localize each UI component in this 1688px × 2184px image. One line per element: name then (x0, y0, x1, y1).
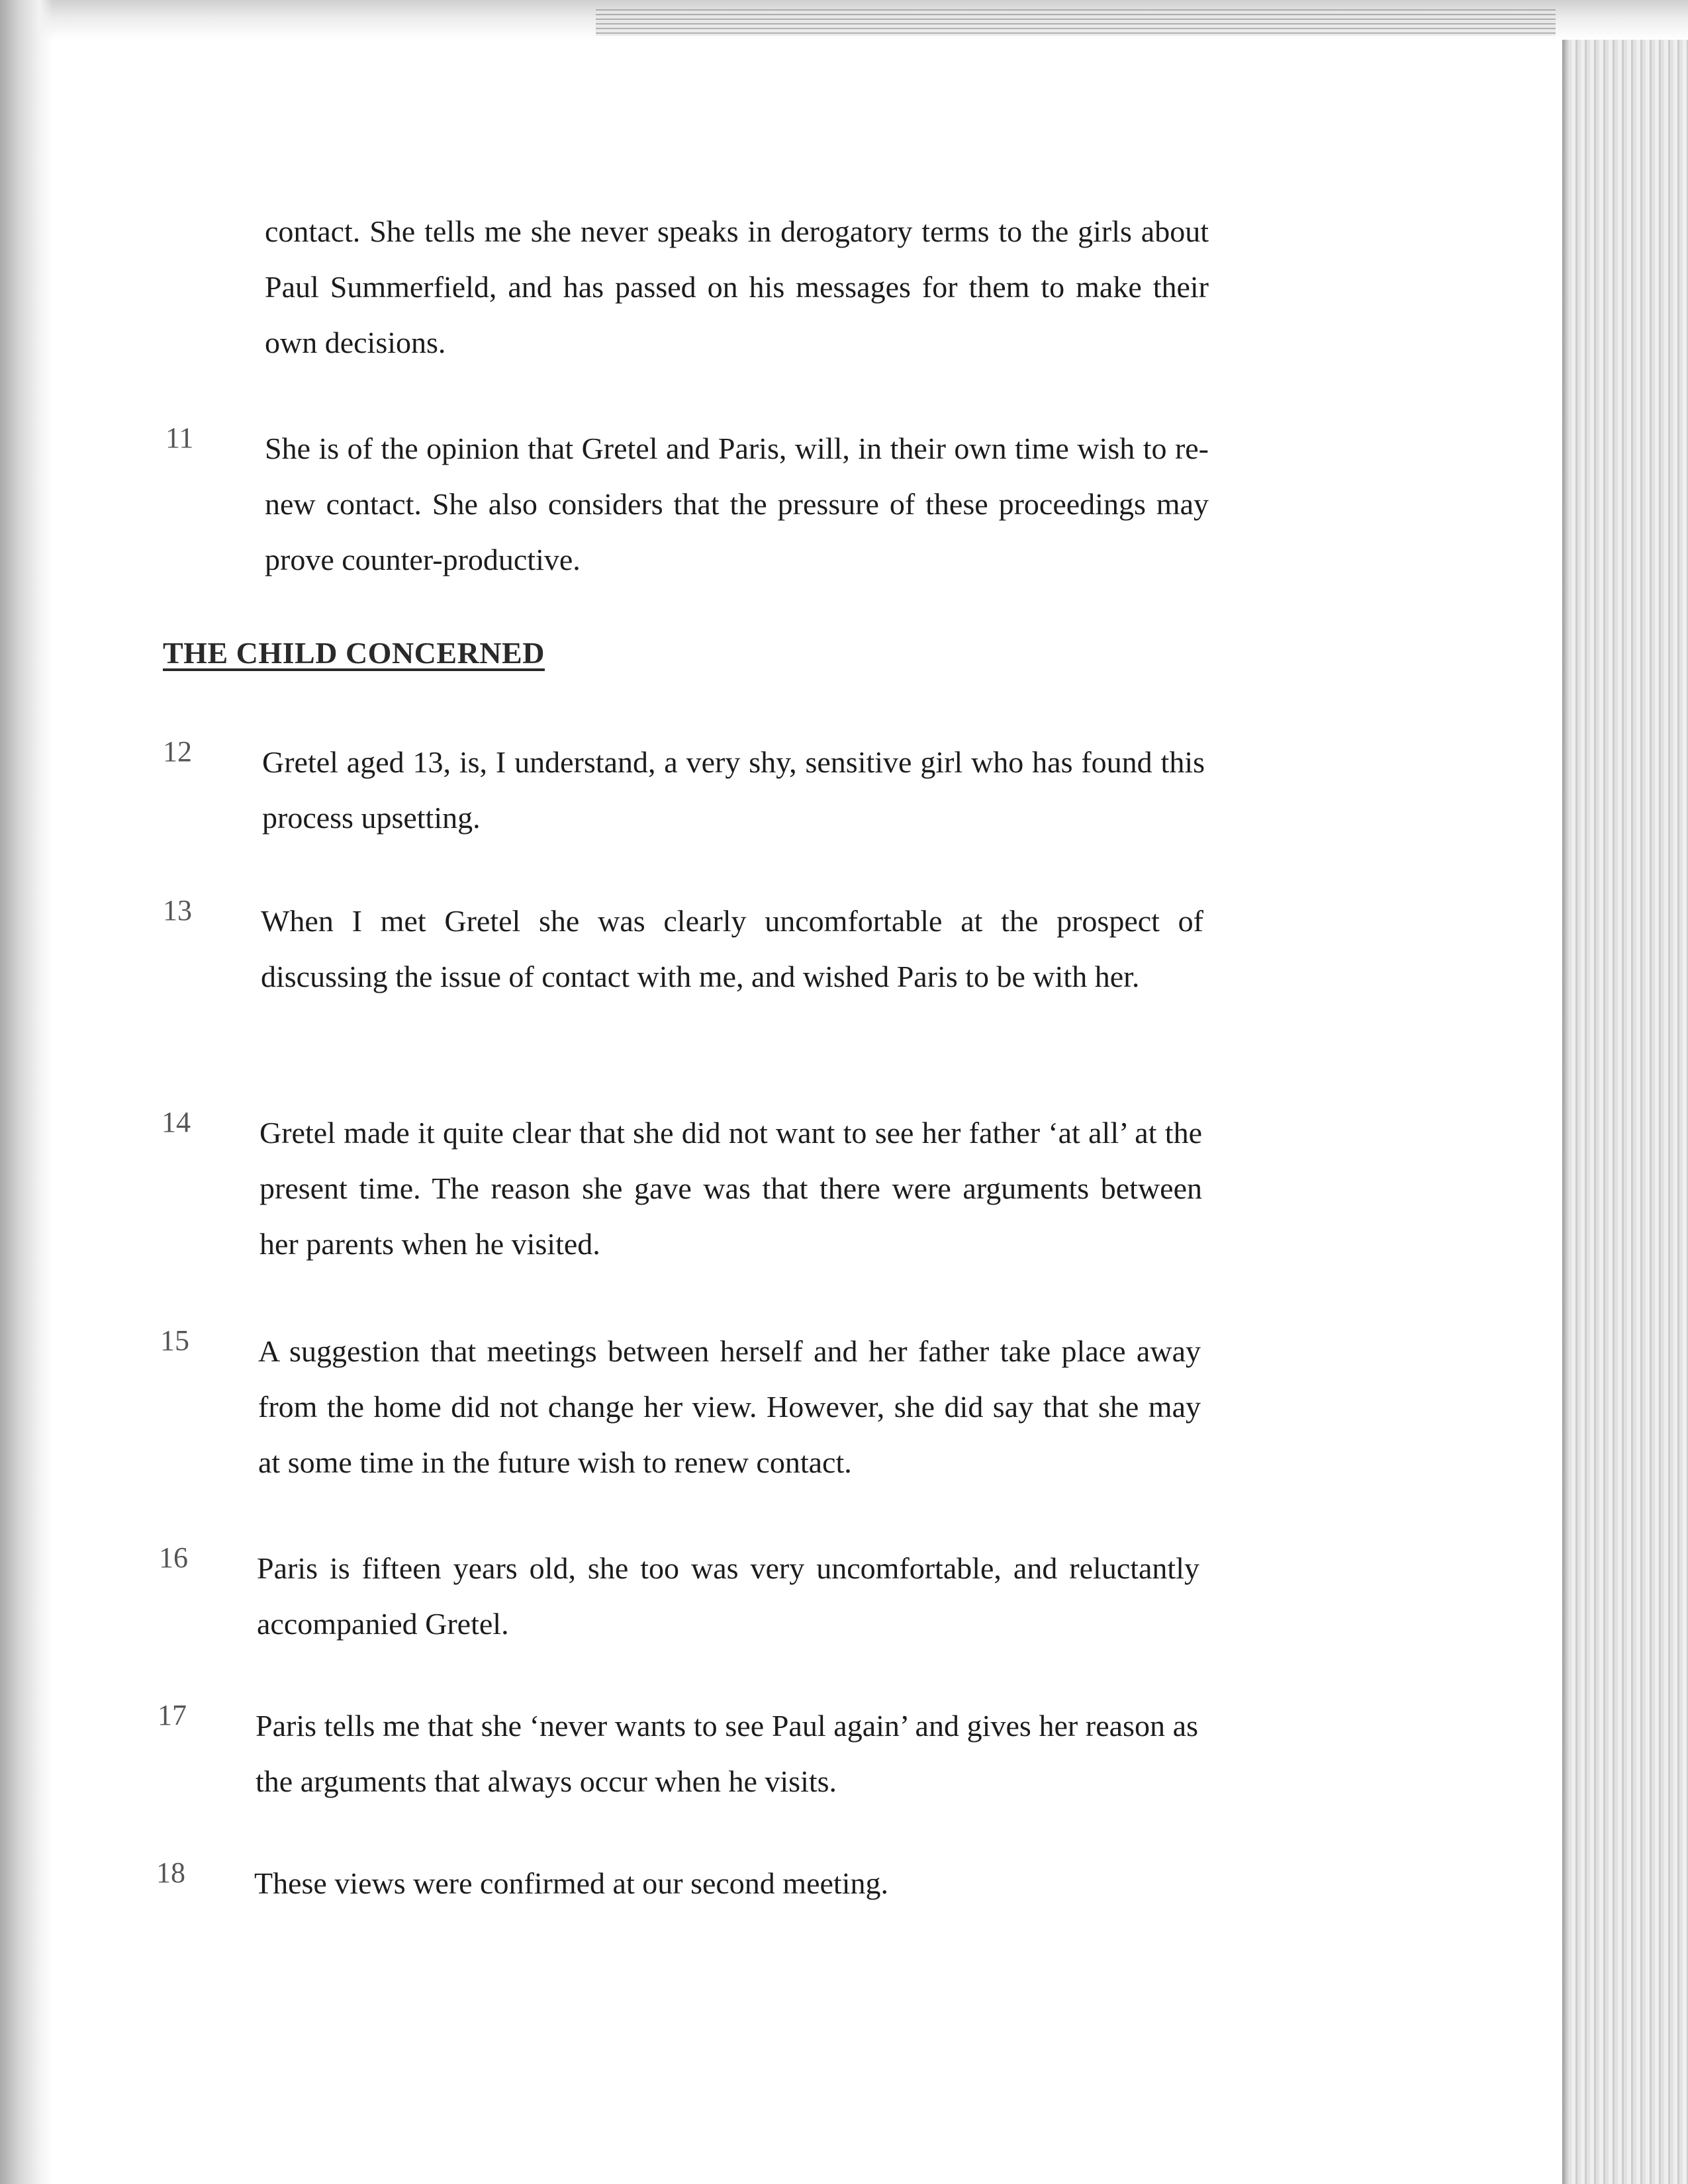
paragraph-text: A suggestion that meetings between herself and her father take place away from the home did not change her view. However, she did say that she may at some time in the future wish to renew contact. (258, 1334, 1201, 1479)
paragraph-number: 15 (160, 1324, 189, 1357)
paragraph-text: Paris is fifteen years old, she too was very uncomfortable, and reluctantly accompanied Gretel. (257, 1551, 1199, 1641)
section-heading: THE CHILD CONCERNED (163, 636, 545, 670)
paragraph-text: Gretel aged 13, is, I understand, a very shy, sensitive girl who has found this process upsetting. (262, 745, 1205, 835)
paragraph-number: 16 (159, 1541, 188, 1574)
paragraph-text: When I met Gretel she was clearly uncomfortable at the prospect of discussing the issue of contact with me, and wished Paris to be with her. (261, 904, 1203, 993)
paragraph-text: She is of the opinion that Gretel and Paris, will, in their own time wish to re-new contact. She also considers that the pressure of these proceedings may prove counter-productive. (265, 432, 1209, 576)
paragraph-number: 11 (165, 422, 194, 454)
paragraph-text: These views were confirmed at our second meeting. (254, 1866, 888, 1900)
paragraph-number: 13 (163, 894, 192, 927)
paragraph-text: Gretel made it quite clear that she did not want to see her father ‘at all’ at the present time. The reason she gave was that there were arguments between her parents when he visited. (259, 1116, 1202, 1261)
paragraph-number: 14 (162, 1106, 191, 1138)
paragraph-text: contact. She tells me she never speaks in derogatory terms to the girls about Paul Summerfield, and has passed on his messages for them to make their own decisions. (265, 214, 1209, 359)
paragraph-number: 18 (156, 1856, 185, 1889)
paragraph-number: 12 (163, 735, 192, 768)
paragraph-number: 17 (158, 1699, 187, 1731)
paragraph-text: Paris tells me that she ‘never wants to see Paul again’ and gives her reason as the arguments that always occur when he visits. (256, 1709, 1198, 1798)
